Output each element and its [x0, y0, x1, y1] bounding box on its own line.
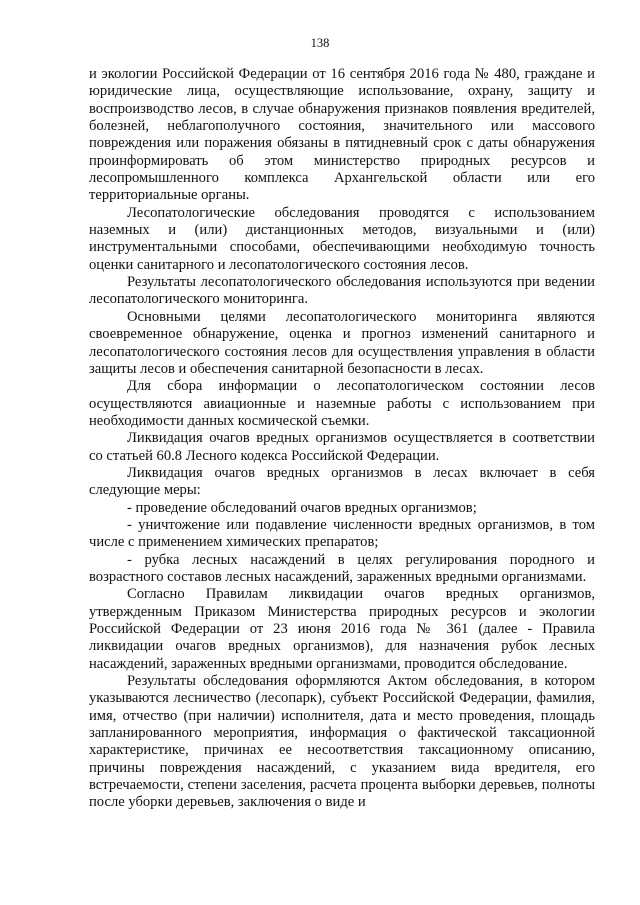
- paragraph-9: Результаты обследования оформляются Актом обследования, в котором указываются лесничество (лесопарк), субъект Российской Федерации, фамилия, имя, отчество (при наличии) исполнителя, дата и место проведения, площадь запланированного мероприятия, информация о фактической таксационной характеристике, причинах ее несоответствия таксационному описанию, причины повреждения насаждений, с указанием вида вредителя, его встречаемости, степени заселения, расчета процента выборки деревьев, полноты после уборки деревьев, заключения о виде и: [89, 673, 595, 811]
- paragraph-4: Основными целями лесопатологического мониторинга являются своевременное обнаружение, оценка и прогноз изменений санитарного и лесопатологического состояния лесов для осуществления управления в области защиты лесов и обеспечения санитарной безопасности в лесах.: [89, 308, 595, 377]
- paragraph-3: Результаты лесопатологического обследования используются при ведении лесопатологического мониторинга.: [89, 274, 595, 308]
- paragraph-7: Ликвидация очагов вредных организмов в лесах включает в себя следующие меры:: [89, 464, 595, 499]
- list-item-1: - проведение обследований очагов вредных организмов;: [127, 499, 477, 516]
- paragraph-5: Для сбора информации о лесопатологическом состоянии лесов осуществляются авиационные и наземные работы с использованием при необходимости данных космической съемки.: [89, 378, 595, 429]
- paragraph-6: Ликвидация очагов вредных организмов осуществляется в соответствии со статьей 60.8 Лесного кодекса Российской Федерации.: [89, 430, 595, 464]
- paragraph-2: Лесопатологические обследования проводятся с использованием наземных и (или) дистанционных методов, визуальными и (или) инструментальными способами, обеспечивающими необходимую точность оценки санитарного и лесопатологического состояния лесов.: [89, 204, 595, 273]
- list-item-2: - уничтожение или подавление численности вредных организмов, в том числе с применением химических препаратов;: [89, 516, 595, 551]
- paragraph-1: и экологии Российской Федерации от 16 сентября 2016 года № 480, граждане и юридические лица, осуществляющие использование, охрану, защиту и воспроизводство лесов, в случае обнаружения признаков появления вредителей, болезней, неблагополучного состояния, значительного или массового повреждения или поражения обязаны в пятидневный срок с даты обнаружения проинформировать об этом министерство природных ресурсов и лесопромышленного комплекса Архангельской области или его территориальные органы.: [89, 66, 595, 204]
- page-number: 138: [310, 36, 330, 50]
- paragraph-8: Согласно Правилам ликвидации очагов вредных организмов, утвержденным Приказом Министерства природных ресурсов и экологии Российской Федерации от 23 июня 2016 года № 361 (далее - Правила ликвидации очагов вредных организмов), для назначения рубок лесных насаждений, зараженных вредными организмами, проводится обследование.: [89, 586, 595, 672]
- list-item-3: - рубка лесных насаждений в целях регулирования породного и возрастного составов лесных насаждений, зараженных вредными организмами.: [89, 551, 595, 585]
- document-body: [89, 66, 595, 812]
